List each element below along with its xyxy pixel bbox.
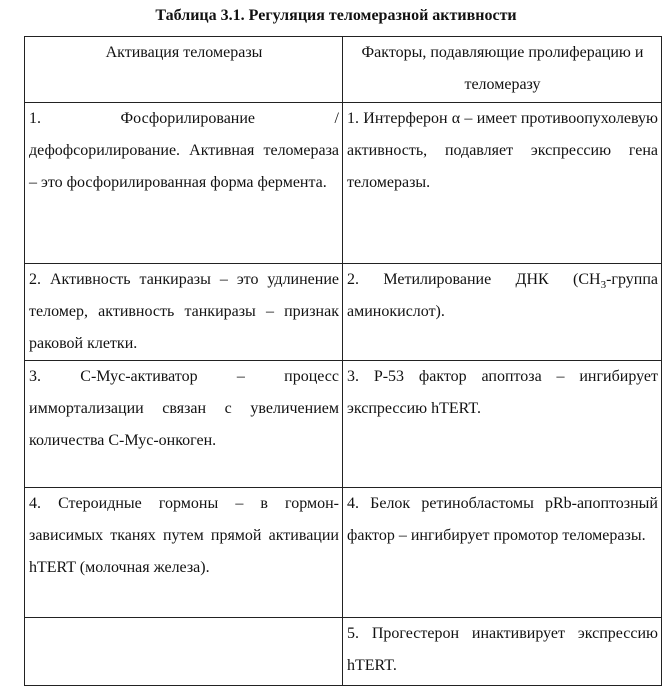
table-row <box>25 618 662 686</box>
subscript-3: 3 <box>600 279 607 292</box>
table-cell-activation-1: 1. Фосфорилирование / дефофсорилирование. Активная теломераза – это фосфорилированная форма фермента. <box>25 103 343 264</box>
header-suppression: Факторы, подавляющие пролиферацию и теломеразу <box>343 37 662 103</box>
table-cell-activation-3: 3. С-Мус-активатор – процесс иммортализации связан с увеличением количества С-Мус-онкоген. <box>25 361 343 488</box>
table-cell-activation-4: 4. Стероидные гормоны – в гормон-зависимых тканях путем прямой активации hTERT (молочная железа). <box>25 488 343 618</box>
table-cell-suppression-5: 5. Прогестерон инактивирует экспрессию hTERT. <box>343 618 662 686</box>
table-cell-suppression-2 <box>343 264 662 361</box>
header-activation: Активация теломеразы <box>25 37 343 103</box>
table-cell-suppression-3: 3. Р-53 фактор апоптоза – ингибирует экспрессию hTERT. <box>343 361 662 488</box>
telomerase-regulation-table <box>24 36 662 686</box>
table-row <box>25 488 662 618</box>
table-row <box>25 103 662 264</box>
table-cell-suppression-4: 4. Белок ретинобластомы pRb-апоптозный фактор – ингибирует промотор теломеразы. <box>343 488 662 618</box>
methylation-text: 2. Метилирование ДНК (СН <box>347 271 601 288</box>
table-cell-activation-5 <box>25 618 343 686</box>
table-row <box>25 264 662 361</box>
methylation-text-suffix: -группа аминокислот). <box>347 271 658 320</box>
table-title: Таблица 3.1. Регуляция теломеразной активности <box>155 7 517 24</box>
table-row <box>25 361 662 488</box>
table-cell-activation-2: 2. Активность танкиразы – это удлинение теломер, активность танкиразы – признак раковой клетки. <box>25 264 343 361</box>
table-cell-suppression-1: 1. Интерферон α – имеет противоопухолевую активность, подавляет экспрессию гена теломеразы. <box>343 103 662 264</box>
table-header-row <box>25 37 662 103</box>
